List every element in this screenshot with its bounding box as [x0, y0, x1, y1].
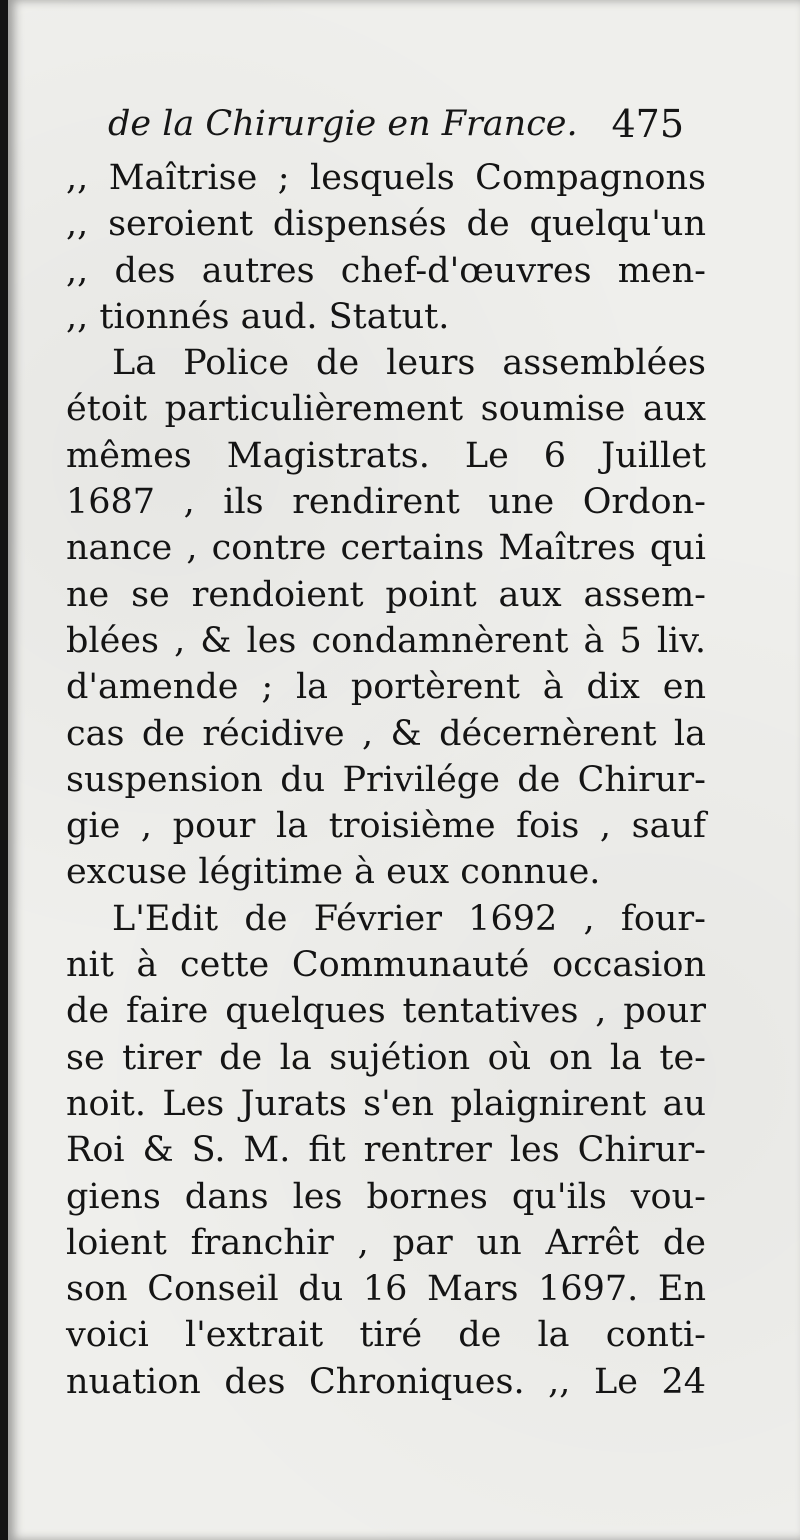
- text-line: noit. Les Jurats s'en plaignirent au: [66, 1083, 706, 1124]
- body-text: [66, 155, 706, 1405]
- text-line: voici l'extrait tiré de la conti-: [66, 1315, 706, 1356]
- text-line: nuation des Chroniques. ,, Le 24: [66, 1361, 706, 1402]
- text-line: La Police de leurs assemblées: [112, 343, 706, 384]
- text-line: gie , pour la troisième fois , sauf: [66, 806, 706, 847]
- text-line: Roi & S. M. fit rentrer les Chirur-: [66, 1130, 706, 1171]
- text-line: cas de récidive , & décernèrent la: [66, 713, 706, 754]
- text-line: suspension du Privilége de Chirur-: [66, 759, 706, 800]
- text-line: ,, Maîtrise ; lesquels Compagnons: [66, 158, 706, 198]
- text-line: nit à cette Communauté occasion: [66, 945, 706, 986]
- text-line: étoit particulièrement soumise aux: [66, 389, 706, 430]
- text-line: excuse légitime à eux connue.: [66, 852, 601, 893]
- text-line: loient franchir , par un Arrêt de: [66, 1222, 706, 1263]
- text-line: ,, tionnés aud. Statut.: [66, 296, 450, 337]
- text-line: mêmes Magistrats. Le 6 Juillet: [66, 435, 706, 476]
- text-line: giens dans les bornes qu'ils vou-: [66, 1176, 706, 1217]
- text-line: son Conseil du 16 Mars 1697. En: [66, 1269, 706, 1310]
- page-header: [108, 100, 684, 160]
- page-number: 475: [611, 102, 684, 146]
- text-line: se tirer de la sujétion où on la te-: [66, 1037, 706, 1078]
- text-line: ,, seroient dispensés de quelqu'un: [66, 204, 706, 245]
- text-line: ,, des autres chef-d'œuvres men-: [66, 250, 706, 291]
- text-line: d'amende ; la portèrent à dix en: [66, 667, 706, 708]
- running-title: de la Chirurgie en France.: [108, 104, 578, 144]
- text-line: 1687 , ils rendirent une Ordon-: [66, 482, 706, 523]
- text-line: nance , contre certains Maîtres qui: [66, 528, 706, 569]
- book-page: [8, 0, 800, 1540]
- text-line: blées , & les condamnèrent à 5 liv.: [66, 620, 706, 661]
- text-line: ne se rendoient point aux assem-: [66, 574, 706, 615]
- text-line: L'Edit de Février 1692 , four-: [112, 898, 706, 939]
- text-line: de faire quelques tentatives , pour: [66, 991, 706, 1032]
